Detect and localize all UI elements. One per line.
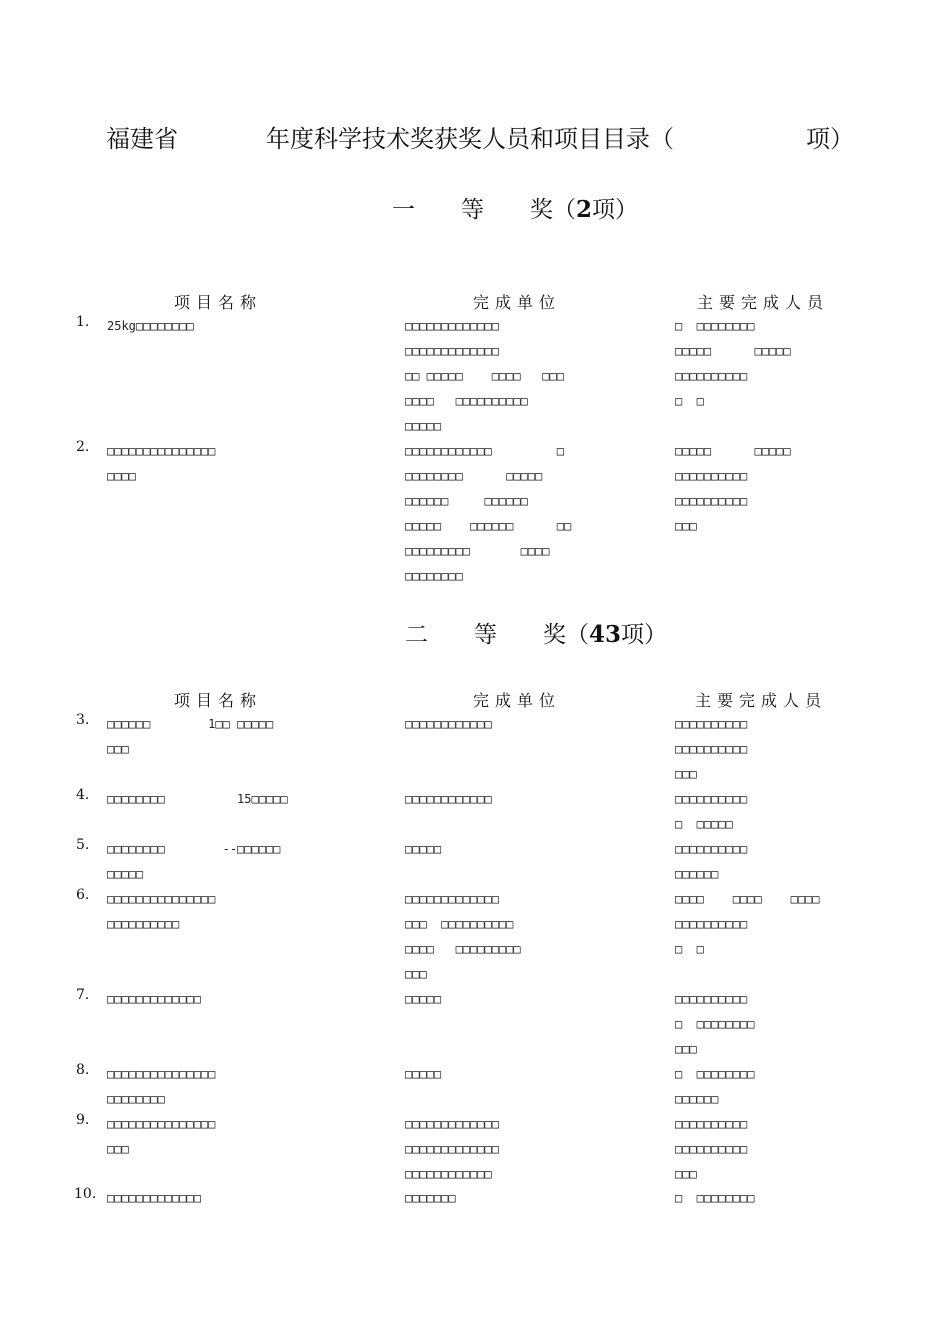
row-number: 9. [76, 1112, 90, 1128]
completion-unit: □□□□□ [405, 1067, 442, 1081]
second-prize-heading-end: 项） [621, 622, 668, 648]
row-number: 4. [76, 787, 90, 803]
main-personnel: □□□□□□□□□□ □ □□□□□ [675, 792, 748, 831]
project-name: □□□□□□ 1□□ □□□□□ □□□ [107, 717, 274, 756]
column-header-unit-2: 完成单位 [473, 691, 562, 710]
row-number: 5. [76, 837, 90, 853]
completion-unit: □□□□□□□□□□□□□ □□□□□□□□□□□□□ □□ □□□□□ □□□□ □□□ □□□□ □□□□□□□□□□ □□□□□ [405, 319, 564, 433]
first-prize-heading-end: 项） [592, 197, 639, 223]
project-name: □□□□□□□□□□□□□□□ □□□□ [107, 444, 216, 483]
main-personnel: □□□□ □□□□ □□□□ □□□□□□□□□□ □ □ [675, 892, 820, 956]
completion-unit: □□□□□□□ [405, 1191, 456, 1205]
main-personnel: □□□□□□□□□□ □ □□□□□□□□ □□□ [675, 992, 755, 1056]
project-name: □□□□□□□□□□□□□ [107, 1191, 201, 1205]
row-number: 2. [76, 439, 90, 455]
column-header-project: 项目名称 [174, 293, 263, 312]
page-title-suffix: 项） [806, 125, 854, 153]
project-name: □□□□□□□□ 15□□□□□ [107, 792, 288, 806]
main-personnel: □ □□□□□□□□ □□□□□ □□□□□ □□□□□□□□□□ □ □ [675, 319, 791, 408]
second-prize-count: 43 [589, 621, 622, 648]
second-prize-heading [405, 616, 667, 649]
row-number: 8. [76, 1062, 90, 1078]
project-name: □□□□□□□□□□□□□□□ □□□□□□□□ [107, 1067, 216, 1106]
main-personnel: □□□□□ □□□□□ □□□□□□□□□□ □□□□□□□□□□ □□□ [675, 444, 791, 533]
completion-unit: □□□□□□□□□□□□□ □□□ □□□□□□□□□□ □□□□ □□□□□□□□□ □□□ [405, 892, 521, 981]
project-name: □□□□□□□□□□□□□ [107, 992, 201, 1006]
completion-unit: □□□□□ [405, 842, 442, 856]
completion-unit: □□□□□□□□□□□□ □ □□□□□□□□ □□□□□ □□□□□□ □□□□□□ □□□□□ □□□□□□ □□ □□□□□□□□□ □□□□ □□□□□□□□ [405, 444, 572, 583]
main-personnel: □ □□□□□□□□ [675, 1191, 755, 1205]
row-number: 7. [76, 987, 90, 1003]
completion-unit: □□□□□ [405, 992, 442, 1006]
first-prize-heading-label: 一 等 奖（ [392, 197, 576, 223]
page-title-prefix: 福建省 [106, 125, 178, 153]
completion-unit: □□□□□□□□□□□□ [405, 717, 492, 731]
main-personnel: □□□□□□□□□□ □□□□□□□□□□ □□□ [675, 1117, 748, 1181]
second-prize-heading-label: 二 等 奖（ [405, 622, 589, 648]
first-prize-count: 2 [576, 196, 593, 223]
main-personnel: □□□□□□□□□□ □□□□□□□□□□ □□□ [675, 717, 748, 781]
row-number: 6. [76, 887, 90, 903]
completion-unit: □□□□□□□□□□□□□ □□□□□□□□□□□□□ □□□□□□□□□□□□ [405, 1117, 499, 1181]
project-name: □□□□□□□□ --□□□□□□ □□□□□ [107, 842, 281, 881]
column-header-people: 主要完成人员 [697, 293, 830, 312]
first-prize-heading [392, 191, 638, 224]
row-number: 10. [74, 1186, 97, 1202]
row-number: 1. [76, 314, 90, 330]
completion-unit: □□□□□□□□□□□□ [405, 792, 492, 806]
column-header-project-2: 项目名称 [174, 691, 263, 710]
row-number: 3. [76, 712, 90, 728]
column-header-people-2: 主要完成人员 [695, 691, 828, 710]
page-title-main: 年度科学技术奖获奖人员和项目目录（ [266, 125, 674, 153]
main-personnel: □□□□□□□□□□ □□□□□□ [675, 842, 748, 881]
column-header-unit: 完成单位 [473, 293, 562, 312]
project-name: 25kg□□□□□□□□ [107, 319, 194, 333]
main-personnel: □ □□□□□□□□ □□□□□□ [675, 1067, 755, 1106]
project-name: □□□□□□□□□□□□□□□ □□□□□□□□□□ [107, 892, 216, 931]
project-name: □□□□□□□□□□□□□□□ □□□ [107, 1117, 216, 1156]
